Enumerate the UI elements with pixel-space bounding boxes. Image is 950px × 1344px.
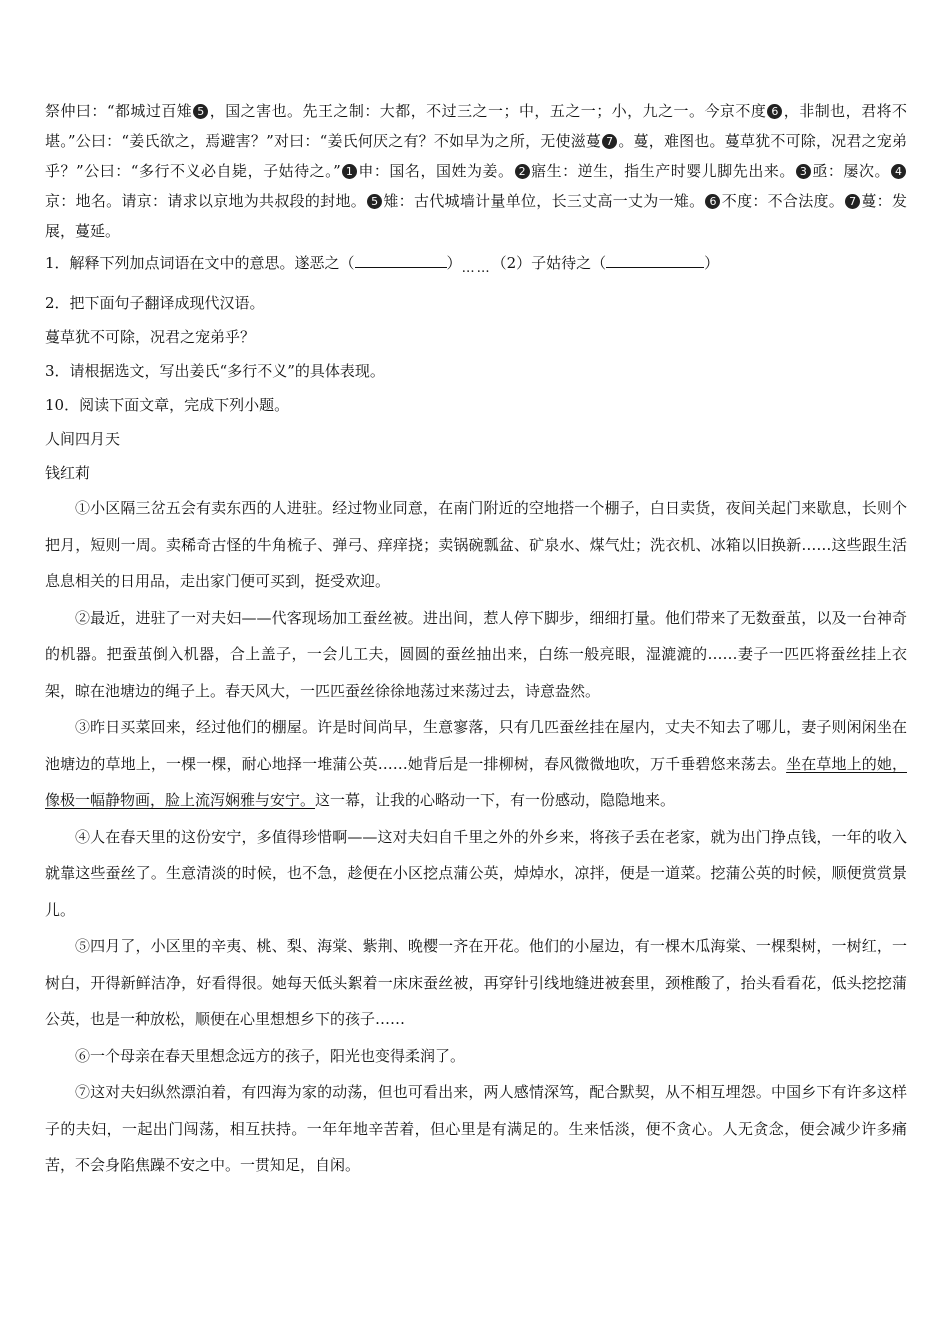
annotation: 亟：屡次。 (811, 162, 890, 180)
document-page (45, 96, 907, 1184)
annotation: 京：地名。请京：请求以京地为共叔段的封地。 (45, 192, 367, 210)
article-paragraph-6: ⑥一个母亲在春天里想念远方的孩子，阳光也变得柔润了。 (75, 1046, 466, 1065)
question-text: 1．解释下列加点词语在文中的意思。遂恶之（ (45, 254, 355, 272)
note-number-6: 6 (705, 194, 720, 209)
article-paragraph-7: ⑦这对夫妇纵然漂泊着，有四海为家的动荡，但也可看出来，两人感情深笃，配合默契，从不相互埋怨。中国乡下有许多这样子的夫妇，一起出门闯荡，相互扶持。一年年地辛苦着，但心里是有满足的。生来恬淡，便不贪心。人无贪念，便会减少许多痛苦，不会身陷焦躁不安之中。一贯知足，自闲。 (45, 1083, 907, 1174)
note-number-3: 3 (796, 164, 811, 179)
paragraph-text: ③昨日买菜回来，经过他们的棚屋。许是时间尚早，生意寥落，只有几匹蚕丝挂在屋内，丈夫不知去了哪儿，妻子则闲闲坐在池塘边的草地上，一棵一棵，耐心地择一堆蒲公英……她背后是一排柳树，春风微微地吹，万千垂碧悠来荡去。 (45, 718, 907, 773)
article-paragraph-2: ②最近，进驻了一对夫妇——代客现场加工蚕丝被。进出间，惹人停下脚步，细细打量。他们带来了无数蚕茧，以及一台神奇的机器。把蚕茧倒入机器，合上盖子，一会儿工夫，圆圆的蚕丝抽出来，白练一般亮眼，湿漉漉的……妻子一匹匹将蚕丝挂上衣架，晾在池塘边的绳子上。春天风大，一匹匹蚕丝徐徐地荡过来荡过去，诗意盎然。 (45, 608, 907, 700)
note-number-5: 5 (367, 194, 382, 209)
question-text: ） (704, 254, 720, 272)
annotation: 雉：古代城墙计量单位，长三丈高一丈为一雉。 (383, 192, 705, 210)
article-title: 人间四月天 (45, 430, 121, 448)
question-10: 10．阅读下面文章，完成下列小题。 (45, 396, 290, 414)
note-number-1: 1 (342, 164, 357, 179)
annotation: 申：国名，国姓为姜。 (357, 162, 514, 180)
underlined-sentence: 坐在草地上的她，像极一幅静物画，脸上流泻娴雅与安宁。 (45, 754, 907, 809)
note-number-4: 4 (891, 164, 906, 179)
annotation: 寤生：逆生，指生产时婴儿脚先出来。 (530, 162, 795, 180)
question-3: 3．请根据选文，写出姜氏“多行不义”的具体表现。 (45, 362, 385, 380)
answer-blank-2[interactable] (606, 253, 704, 268)
article-paragraph-4: ④人在春天里的这份安宁，多值得珍惜啊——这对夫妇自千里之外的外乡来，将孩子丢在老家，就为出门挣点钱，一年的收入就靠这些蚕丝了。生意清淡的时候，也不急，趁便在小区挖点蒲公英，焯焯水，凉拌，便是一道菜。挖蒲公英的时候，顺便赏赏景儿。 (45, 827, 907, 919)
paragraph-text: 这一幕，让我的心略动一下，有一份感动，隐隐地来。 (315, 791, 676, 809)
note-number-2: 2 (515, 164, 530, 179)
passage-text: 祭仲曰：“都城过百雉 (45, 102, 193, 120)
circled-number-6: 6 (767, 104, 782, 119)
question-1 (45, 246, 907, 286)
question-2: 2．把下面句子翻译成现代汉语。 (45, 294, 265, 312)
passage-text: ，非制也，君将不堪。”公曰：“姜氏欲之，焉避害？”对曰：“姜氏何厌之有？不如早为之所，无使滋蔓 (45, 102, 907, 150)
passage-text: 。蔓，难图也。蔓草犹不可除，况君之宠弟乎？”公曰：“多行不义必自毙，子姑待之。” (45, 132, 907, 180)
annotation: 蔓：发展，蔓延。 (45, 192, 907, 240)
answer-blank-1[interactable] (355, 253, 447, 268)
circled-number-7: 7 (602, 134, 617, 149)
question-2-sentence: 蔓草犹不可除，况君之宠弟乎？ (45, 328, 256, 346)
article-paragraph-5: ⑤四月了，小区里的辛夷、桃、梨、海棠、紫荆、晚樱一齐在开花。他们的小屋边，有一棵木瓜海棠、一棵梨树，一树红，一树白，开得新鲜洁净，好看得很。她每天低头絮着一床床蚕丝被，再穿针引线地缝进被套里，颈椎酸了，抬头看看花，低头挖挖蒲公英，也是一种放松，顺便在心里想想乡下的孩子…… (45, 937, 907, 1028)
annotation: 不度：不合法度。 (721, 192, 845, 210)
article-author: 钱红莉 (45, 464, 91, 482)
passage-text: ，国之害也。先王之制：大都，不过三之一；中，五之一；小，九之一。今京不度 (209, 102, 767, 120)
question-text: ） (446, 254, 462, 272)
ellipsis: …… (461, 261, 492, 276)
classical-passage (45, 96, 907, 246)
article-paragraph-1: ①小区隔三岔五会有卖东西的人进驻。经过物业同意，在南门附近的空地搭一个棚子，白日卖货，夜间关起门来歇息，长则个把月，短则一周。卖稀奇古怪的牛角梳子、弹弓、痒痒挠；卖锅碗瓢盆、矿泉水、煤气灶；洗衣机、冰箱以旧换新……这些跟生活息息相关的日用品，走出家门便可买到，挺受欢迎。 (45, 499, 907, 590)
question-text: （2）子姑待之（ (491, 254, 607, 272)
circled-number-5: 5 (193, 104, 208, 119)
note-number-7: 7 (845, 194, 860, 209)
article-paragraph-3 (45, 709, 907, 819)
